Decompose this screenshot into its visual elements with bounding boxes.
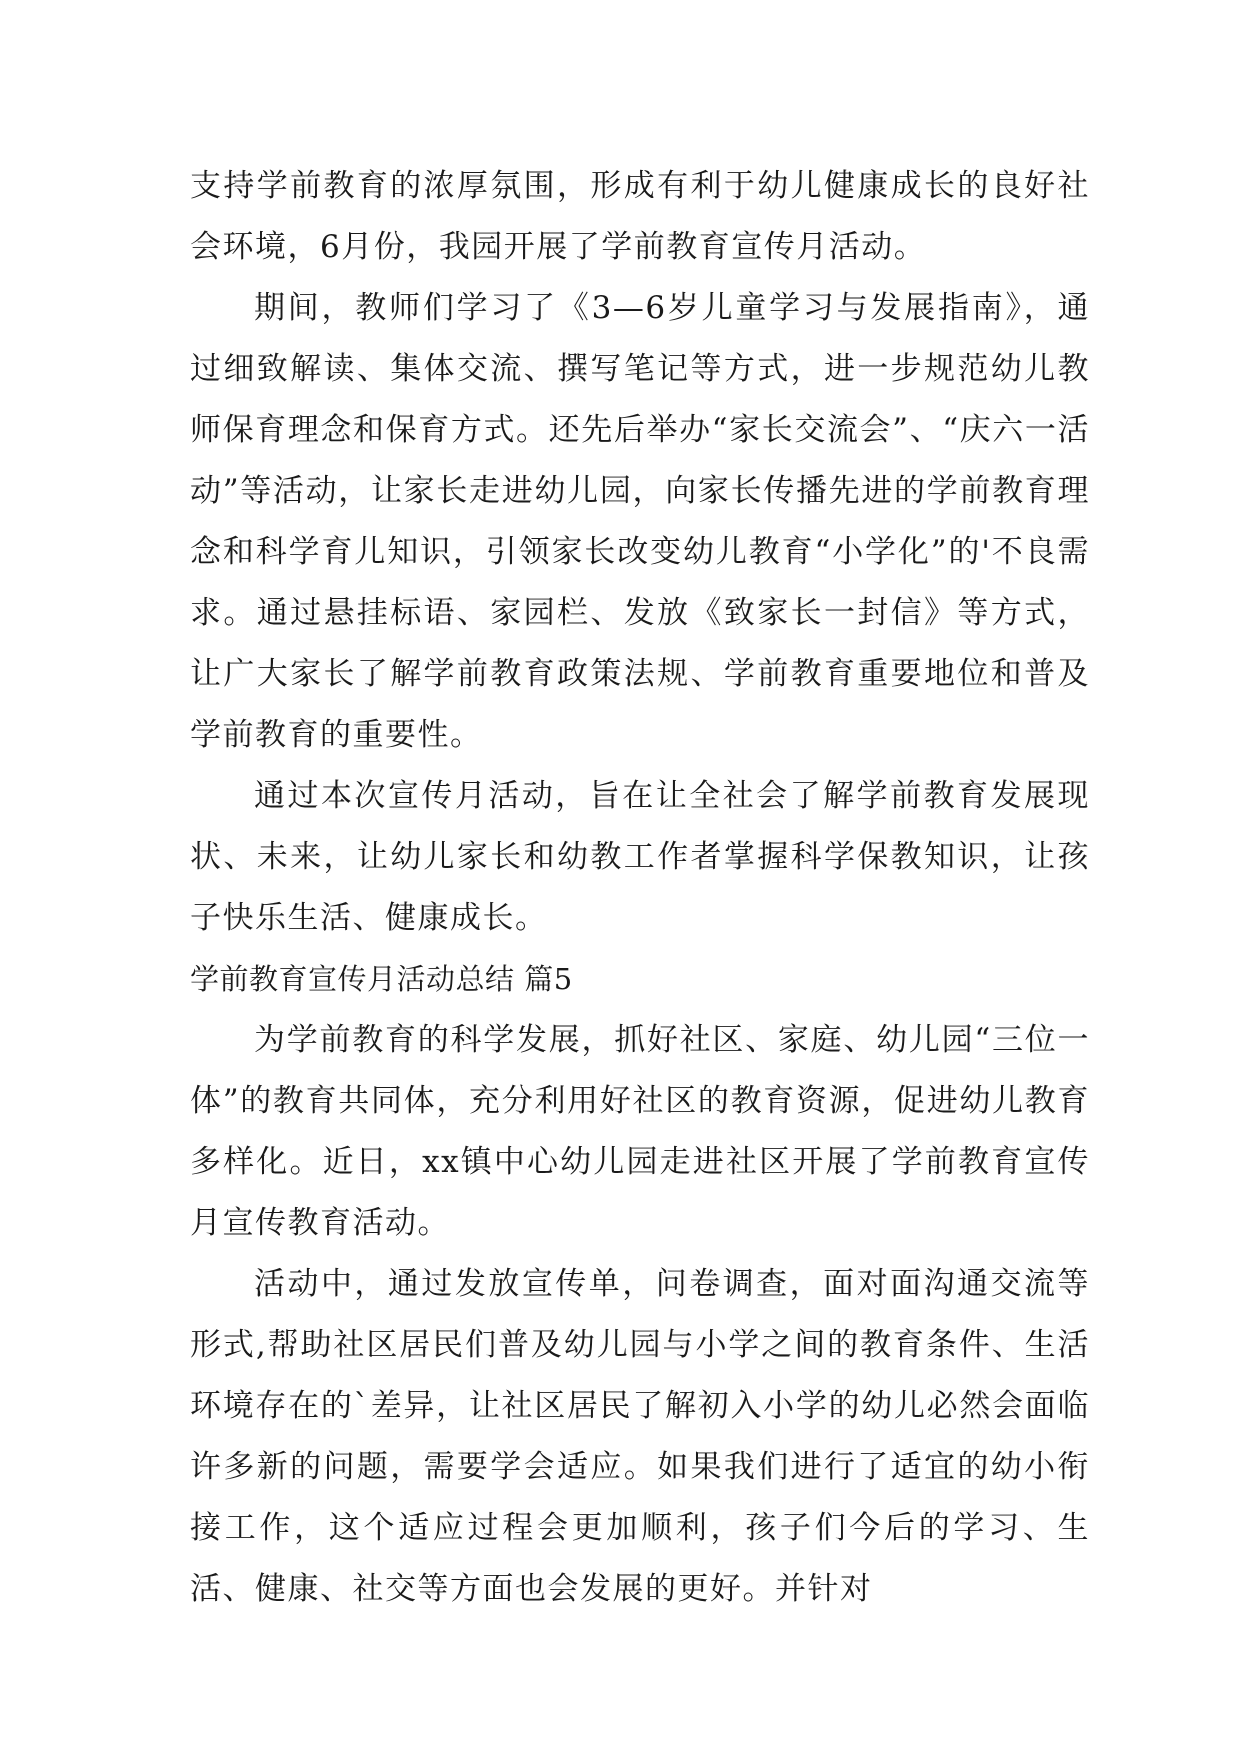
paragraph-2: 期间，教师们学习了《3—6岁儿童学习与发展指南》，通过细致解读、集体交流、撰写笔记等方式，进一步规范幼儿教师保育理念和保育方式。还先后举办“家长交流会”、“庆六一活动”等活动，让家长走进幼儿园，向家长传播先进的学前教育理念和科学育儿知识，引领家长改变幼儿教育“小学化”的'不良需求。通过悬挂标语、家园栏、发放《致家长一封信》等方式，让广大家长了解学前教育政策法规、学前教育重要地位和普及学前教育的重要性。 (190, 290, 1090, 753)
section-heading: 学前教育宣传月活动总结 篇5 (190, 962, 573, 996)
section-paragraph-1: 为学前教育的科学发展，抓好社区、家庭、幼儿园“三位一体”的教育共同体，充分利用好社区的教育资源，促进幼儿教育多样化。近日，xx镇中心幼儿园走进社区开展了学前教育宣传月宣传教育活动。 (190, 1022, 1090, 1241)
paragraph-1: 支持学前教育的浓厚氛围，形成有利于幼儿健康成长的良好社会环境，6月份，我园开展了学前教育宣传月活动。 (190, 168, 1090, 265)
section-paragraph-2: 活动中，通过发放宣传单，问卷调查，面对面沟通交流等形式,帮助社区居民们普及幼儿园与小学之间的教育条件、生活环境存在的`差异，让社区居民了解初入小学的幼儿必然会面临许多新的问题，需要学会适应。如果我们进行了适宜的幼小衔接工作，这个适应过程会更加顺利，孩子们今后的学习、生活、健康、社交等方面也会发展的更好。并针对 (190, 1266, 1090, 1607)
document-body (190, 156, 1090, 1620)
paragraph-3: 通过本次宣传月活动，旨在让全社会了解学前教育发展现状、未来，让幼儿家长和幼教工作者掌握科学保教知识，让孩子快乐生活、健康成长。 (190, 778, 1090, 936)
